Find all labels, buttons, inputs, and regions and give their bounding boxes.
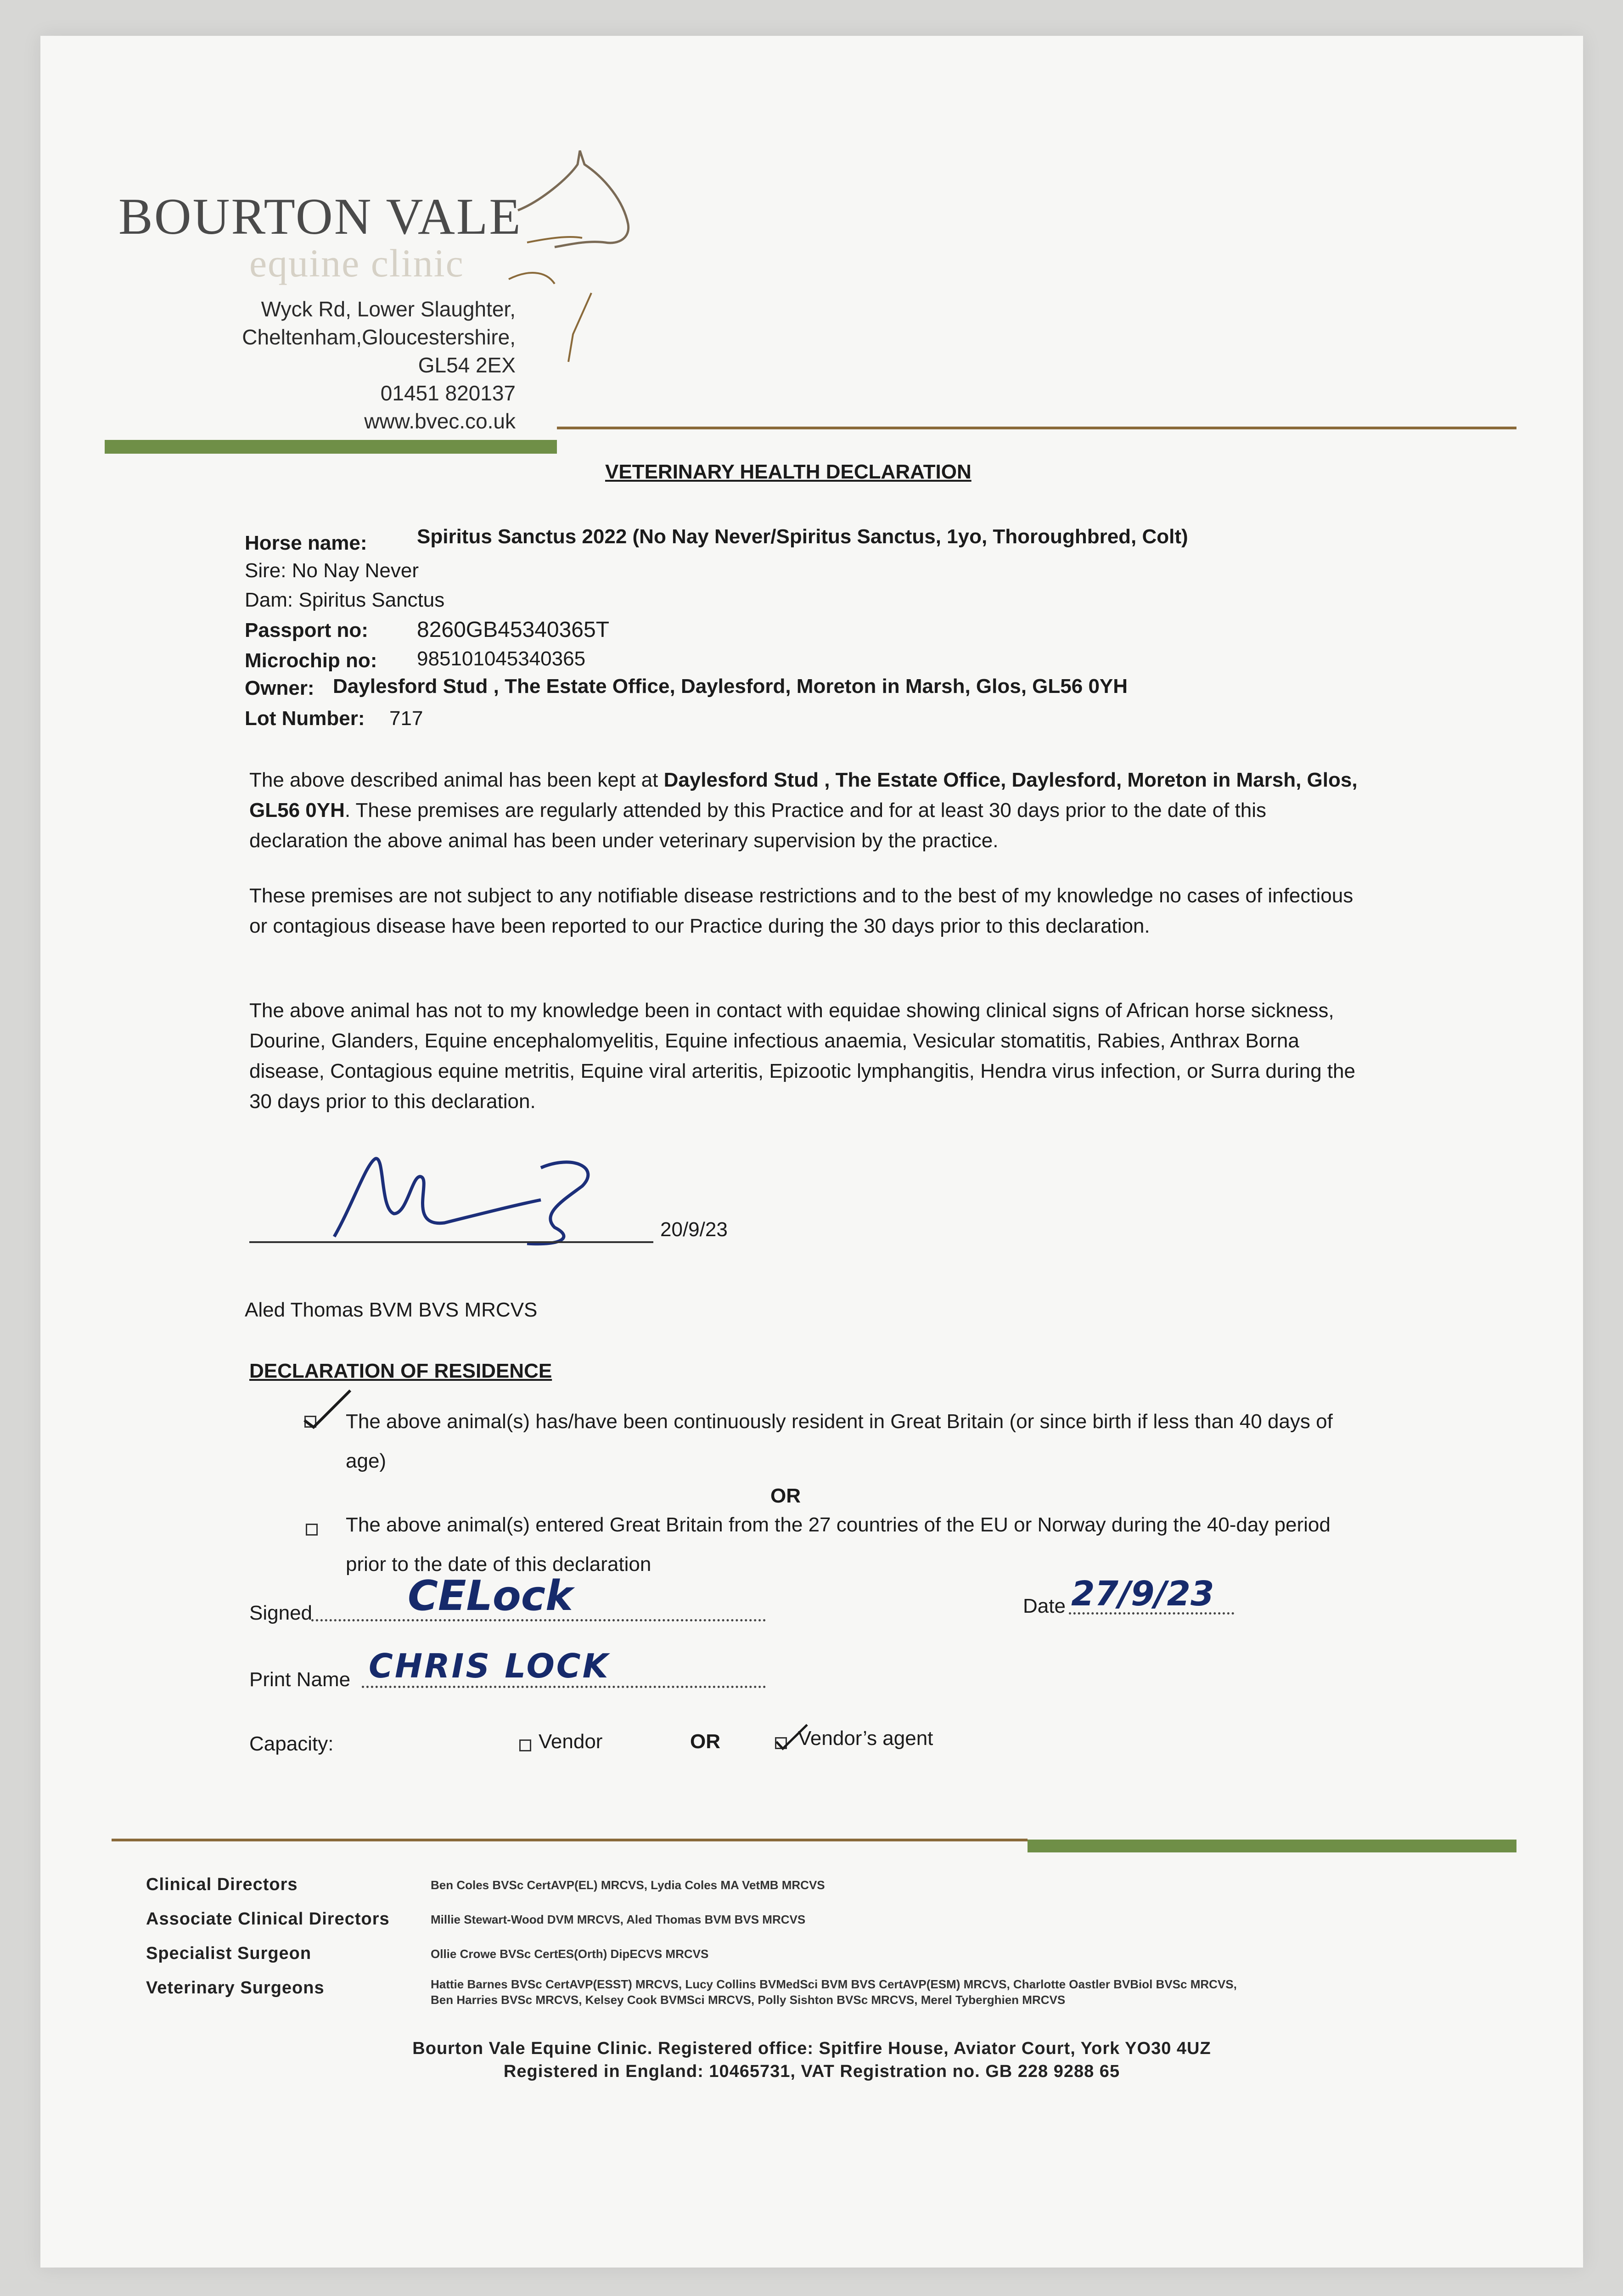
footer-green-band — [1028, 1840, 1516, 1852]
footer-value: Ollie Crowe BVSc CertES(Orth) DipECVS MRCVS — [431, 1947, 709, 1961]
footer-value: Ben Coles BVSc CertAVP(EL) MRCVS, Lydia Coles MA VetMB MRCVS — [431, 1878, 825, 1892]
dam-line: Dam: Spiritus Sanctus — [245, 589, 445, 611]
option1-text: The above animal(s) has/have been continuously resident in Great Britain (or since birth if less than 40 days of age) — [346, 1410, 1333, 1472]
address-phone: 01451 820137 — [380, 381, 516, 405]
disease-restrictions-paragraph: These premises are not subject to any notifiable disease restrictions and to the best of my knowledge no cases of infectious or contagious disease have been reported to our Practice during the 30 days prior to this declaration. — [249, 884, 1353, 937]
footer-label: Associate Clinical Directors — [146, 1909, 390, 1929]
horse-head-logo-icon — [500, 132, 646, 371]
address-line: Wyck Rd, Lower Slaughter, — [261, 297, 516, 321]
header-rule — [557, 427, 1516, 429]
owner-label: Owner: — [245, 677, 314, 699]
registration-numbers: Registered in England: 10465731, VAT Registration no. GB 228 9288 65 — [503, 2062, 1120, 2081]
vet-name: Aled Thomas BVM BVS MRCVS — [245, 1299, 538, 1321]
document-page — [40, 36, 1583, 2268]
address-line: GL54 2EX — [418, 353, 516, 377]
vendor-label: Vendor — [539, 1730, 603, 1753]
address-website: www.bvec.co.uk — [364, 409, 516, 433]
horse-name-label: Horse name: — [245, 532, 367, 554]
capacity-label: Capacity: — [249, 1733, 334, 1755]
registered-office: Bourton Vale Equine Clinic. Registered office: Spitfire House, Aviator Court, York YO30 4UZ — [412, 2039, 1211, 2058]
print-name-line — [362, 1686, 766, 1688]
sire-line: Sire: No Nay Never — [245, 559, 419, 582]
footer-value: Millie Stewart-Wood DVM MRCVS, Aled Thomas BVM BVS MRCVS — [431, 1913, 806, 1926]
paragraph-text: . These premises are regularly attended by this Practice and for at least 30 days prior to the date of this declaration the above animal has been under veterinary supervision by the practice. — [249, 799, 1267, 852]
residence-or: OR — [770, 1485, 801, 1507]
passport-value: 8260GB45340365T — [417, 618, 610, 642]
owner-value: Daylesford Stud , The Estate Office, Daylesford, Moreton in Marsh, Glos, GL56 0YH — [333, 675, 1128, 698]
agent-label: Vendor’s agent — [798, 1727, 933, 1750]
vendor-checkbox[interactable] — [519, 1739, 531, 1751]
document-title: VETERINARY HEALTH DECLARATION — [605, 461, 972, 483]
option2-checkbox[interactable] — [306, 1524, 318, 1536]
residence-title: DECLARATION OF RESIDENCE — [249, 1360, 552, 1382]
contact-diseases-paragraph: The above animal has not to my knowledge been in contact with equidae showing clinical signs of African horse sickness, Dourine, Glanders, Equine encephalomyelitis, Equine infectious anaemia, Vesicular stomatitis, Rabies, Anthrax Borna disease, Contagious equine metritis, Equine viral arteritis, Epizootic lymphangitis, Hendra virus infection, or Surra during the 30 days prior to this declaration. — [249, 999, 1355, 1113]
clinic-logo-name: BOURTON VALE — [118, 188, 522, 245]
vet-signature-date: 20/9/23 — [660, 1218, 728, 1241]
header-green-band — [105, 440, 557, 454]
passport-label: Passport no: — [245, 619, 368, 642]
print-name-label: Print Name — [249, 1668, 351, 1691]
vet-signature-line — [249, 1241, 653, 1243]
option2-text: The above animal(s) entered Great Britain from the 27 countries of the EU or Norway during the 40-day period prior to the date of this declaration — [346, 1514, 1331, 1576]
residence-date-value[interactable]: 27/9/23 — [1071, 1574, 1214, 1614]
footer-label: Clinical Directors — [146, 1875, 298, 1894]
premises-address: Daylesford Stud , The Estate Office, Daylesford, Moreton in Marsh, Glos, GL56 0YH — [249, 769, 1358, 822]
residence-date-label: Date — [1023, 1595, 1066, 1617]
footer-rule — [112, 1839, 1028, 1841]
clinic-address — [242, 295, 516, 435]
signed-label: Signed — [249, 1602, 313, 1624]
address-line: Cheltenham,Gloucestershire, — [242, 325, 516, 349]
paragraph-text: The above described animal has been kept at — [249, 769, 664, 791]
vet-signature-icon — [325, 1145, 646, 1255]
signed-value[interactable]: CELock — [408, 1572, 573, 1620]
lot-value: 717 — [389, 707, 423, 730]
capacity-or: OR — [690, 1730, 720, 1753]
footer-value: Hattie Barnes BVSc CertAVP(ESST) MRCVS, Lucy Collins BVMedSci BVM BVS CertAVP(ESM) MRCVS, Charlotte Oastler BVBiol BVSc MRCVS, — [431, 1977, 1237, 1991]
supervision-paragraph — [249, 765, 1360, 856]
print-name-value[interactable]: CHRIS LOCK — [369, 1647, 610, 1685]
clinic-logo-tagline: equine clinic — [249, 241, 464, 285]
footer-value: Ben Harries BVSc MRCVS, Kelsey Cook BVMSci MRCVS, Polly Sishton BVSc MRCVS, Merel Tyberghien MRCVS — [431, 1993, 1066, 2007]
lot-label: Lot Number: — [245, 707, 365, 730]
microchip-value: 985101045340365 — [417, 647, 586, 670]
microchip-label: Microchip no: — [245, 649, 377, 672]
horse-name-value: Spiritus Sanctus 2022 (No Nay Never/Spiritus Sanctus, 1yo, Thoroughbred, Colt) — [417, 525, 1188, 548]
footer-label: Specialist Surgeon — [146, 1944, 312, 1963]
footer-label: Veterinary Surgeons — [146, 1978, 325, 1998]
